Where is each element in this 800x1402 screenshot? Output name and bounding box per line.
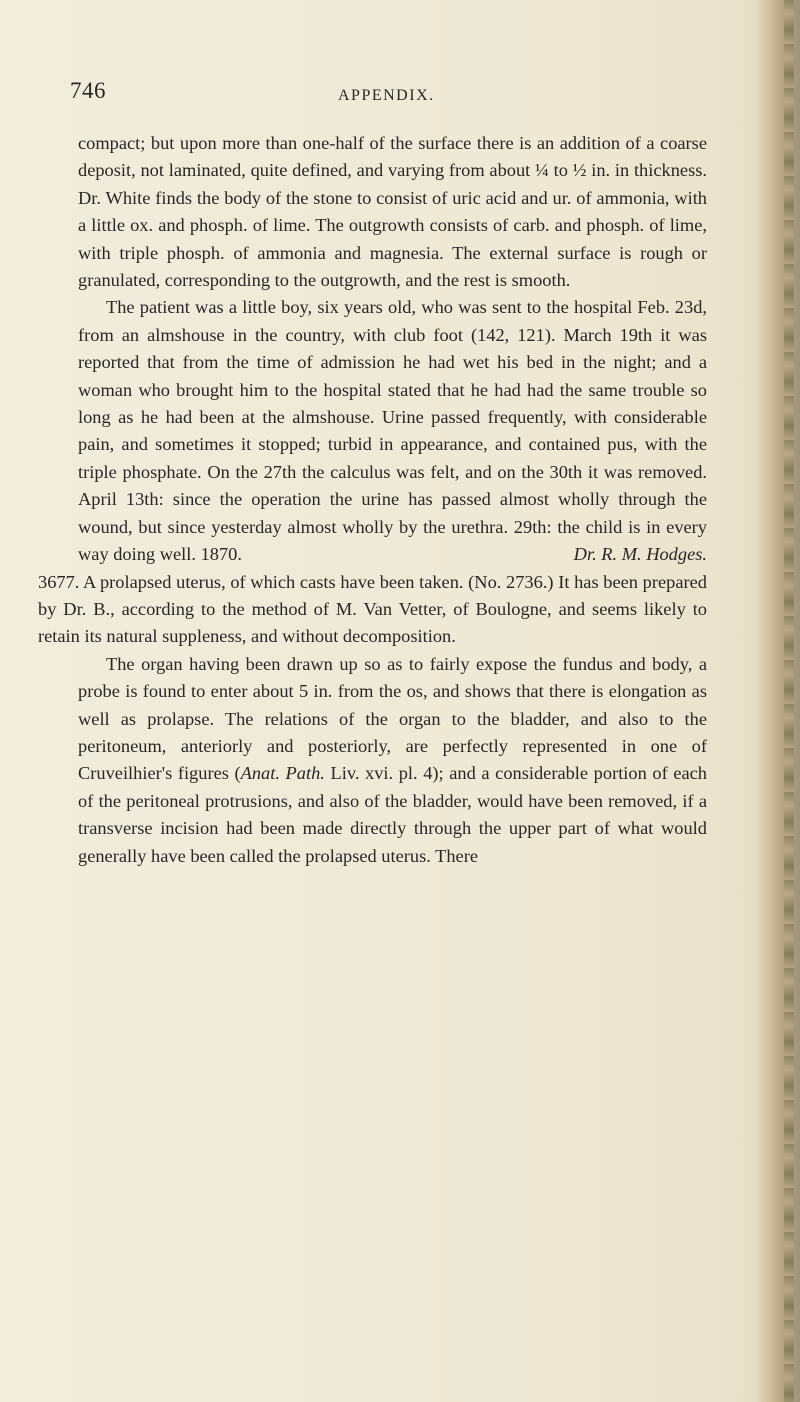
citation-title: Anat. Path. bbox=[240, 763, 325, 784]
page-header bbox=[70, 78, 690, 118]
paragraph-1: compact; but upon more than one-half of the surface there is an addition of a coarse deposit, not laminated, quite defined, and varying from about ¼ to ½ in. in thickness. Dr. White finds the body of the stone to consist of uric acid and ur. of ammonia, with a little ox. and phosph. of lime. The outgrowth consists of carb. and phosph. of lime, with triple phosph. of ammonia and magnesia. The external surface is rough or granulated, corresponding to the outgrowth, and the rest is smooth. bbox=[78, 133, 707, 291]
page-number: 746 bbox=[70, 78, 106, 103]
page-edge bbox=[755, 0, 800, 1402]
paragraph-4-end: Liv. xvi. pl. 4); and a considerable portion of each of the peritoneal protrusions, and also of the bladder, would have been removed, if a transverse incision had been made directly through the upper part of what would generally have been called the prolapsed uterus. There bbox=[78, 763, 708, 866]
paragraph-4 bbox=[78, 651, 707, 870]
running-head: APPENDIX. bbox=[338, 87, 435, 104]
body-text bbox=[38, 130, 708, 870]
paragraph-2-text: The patient was a little boy, six years old, who was sent to the hospital Feb. 23d, from an almshouse in the country, with club foot (142, 121). March 19th it was reported that from the time of admission he had wet his bed in the night; and a woman who brought him to the hospital stated that he had had the same trouble so long as he had been at the almshouse. Urine passed frequently, with considerable pain, and sometimes it stopped; turbid in appearance, and contained pus, with the triple phosphate. On the 27th the calculus was felt, and on the 30th it was removed. April 13th: since the operation the urine has passed almost wholly through the wound, but since yesterday almost wholly by the urethra. 29th: the child is in every way doing well. 1870. bbox=[78, 297, 707, 565]
signature: Dr. R. M. Hodges. bbox=[573, 544, 707, 565]
paragraph-4-start: The organ having been drawn up so as to fairly expose the fundus and body, a probe is found to enter about 5 in. from the os, and shows that there is elongation as well as prolapse. The relations of the organ to the bladder, and also to the peritoneum, anteriorly and posteriorly, are perfectly represented in one of Cruveilhier's figures ( bbox=[78, 653, 707, 784]
paragraph-2 bbox=[78, 294, 707, 568]
catalogue-entry-3677: 3677. A prolapsed uterus, of which casts have been taken. (No. 2736.) It has been prepared by Dr. B., according to the method of M. Van Vetter, of Boulogne, and seems likely to retain its natural suppleness, and without decomposition. bbox=[38, 571, 707, 647]
